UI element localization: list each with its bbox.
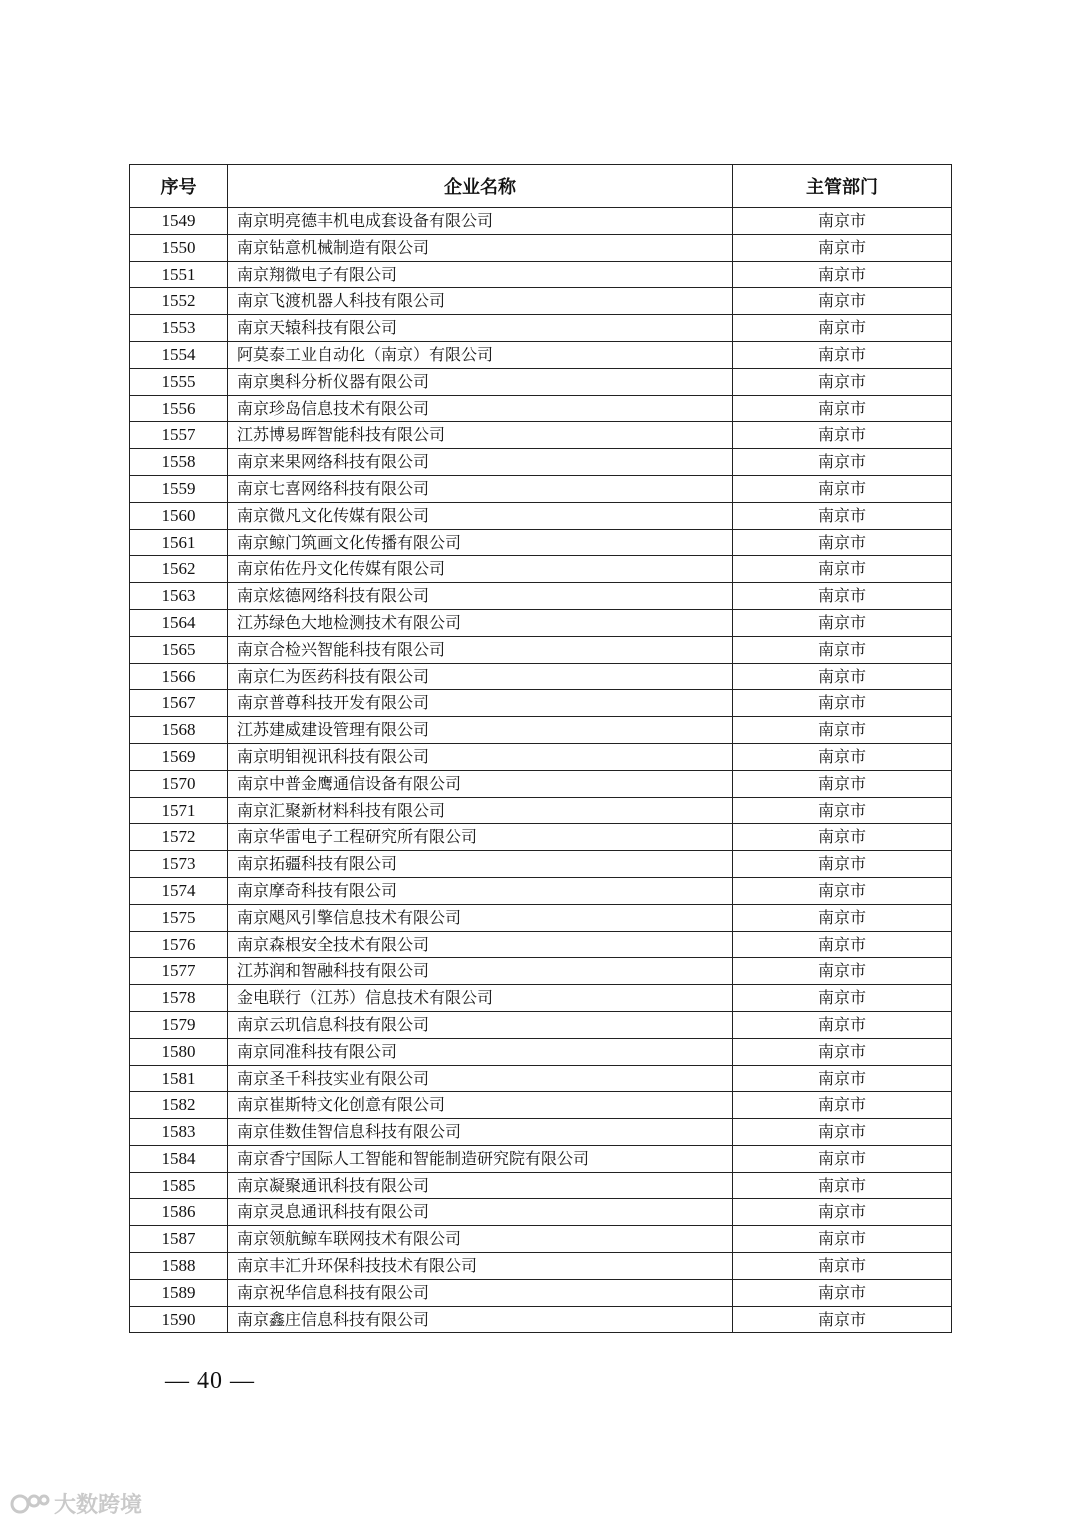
row-company-name: 江苏润和智融科技有限公司 (228, 958, 733, 985)
row-company-name: 南京飞渡机器人科技有限公司 (228, 288, 733, 315)
row-company-name: 南京鑫庄信息科技有限公司 (228, 1306, 733, 1333)
row-department: 南京市 (733, 1145, 952, 1172)
table-row (130, 1253, 952, 1280)
table-row (130, 985, 952, 1012)
row-company-name: 南京华雷电子工程研究所有限公司 (228, 824, 733, 851)
row-index: 1555 (130, 368, 228, 395)
row-company-name: 南京佳数佳智信息科技有限公司 (228, 1119, 733, 1146)
row-index: 1576 (130, 931, 228, 958)
row-company-name: 南京云玑信息科技有限公司 (228, 1011, 733, 1038)
table-row (130, 1279, 952, 1306)
row-index: 1557 (130, 422, 228, 449)
row-index: 1585 (130, 1172, 228, 1199)
row-department: 南京市 (733, 636, 952, 663)
row-index: 1587 (130, 1226, 228, 1253)
row-company-name: 南京拓疆科技有限公司 (228, 851, 733, 878)
table-row (130, 663, 952, 690)
row-index: 1565 (130, 636, 228, 663)
row-department: 南京市 (733, 797, 952, 824)
row-company-name: 南京森根安全技术有限公司 (228, 931, 733, 958)
row-department: 南京市 (733, 851, 952, 878)
table-row (130, 1038, 952, 1065)
table-row (130, 422, 952, 449)
table-row (130, 1172, 952, 1199)
row-company-name: 南京汇聚新材料科技有限公司 (228, 797, 733, 824)
row-company-name: 南京佑佐丹文化传媒有限公司 (228, 556, 733, 583)
row-index: 1567 (130, 690, 228, 717)
row-company-name: 江苏建威建设管理有限公司 (228, 717, 733, 744)
row-department: 南京市 (733, 690, 952, 717)
table-row (130, 636, 952, 663)
table-row (130, 234, 952, 261)
row-company-name: 南京摩奇科技有限公司 (228, 877, 733, 904)
row-department: 南京市 (733, 341, 952, 368)
row-company-name: 南京香宁国际人工智能和智能制造研究院有限公司 (228, 1145, 733, 1172)
table-row (130, 1092, 952, 1119)
row-department: 南京市 (733, 1011, 952, 1038)
row-index: 1581 (130, 1065, 228, 1092)
row-index: 1571 (130, 797, 228, 824)
row-index: 1559 (130, 475, 228, 502)
row-index: 1560 (130, 502, 228, 529)
table-row (130, 395, 952, 422)
row-company-name: 南京中普金鹰通信设备有限公司 (228, 770, 733, 797)
row-index: 1551 (130, 261, 228, 288)
row-company-name: 南京七喜网络科技有限公司 (228, 475, 733, 502)
row-index: 1590 (130, 1306, 228, 1333)
row-department: 南京市 (733, 395, 952, 422)
row-company-name: 江苏博易晖智能科技有限公司 (228, 422, 733, 449)
row-company-name: 南京灵息通讯科技有限公司 (228, 1199, 733, 1226)
row-department: 南京市 (733, 1253, 952, 1280)
table-header-row (130, 165, 952, 208)
row-company-name: 南京明亮德丰机电成套设备有限公司 (228, 208, 733, 235)
row-department: 南京市 (733, 368, 952, 395)
row-department: 南京市 (733, 583, 952, 610)
row-department: 南京市 (733, 1119, 952, 1146)
row-index: 1553 (130, 315, 228, 342)
row-department: 南京市 (733, 261, 952, 288)
row-company-name: 南京仁为医药科技有限公司 (228, 663, 733, 690)
row-company-name: 南京鲸门筑画文化传播有限公司 (228, 529, 733, 556)
table-row (130, 770, 952, 797)
row-company-name: 金电联行（江苏）信息技术有限公司 (228, 985, 733, 1012)
row-index: 1584 (130, 1145, 228, 1172)
row-department: 南京市 (733, 1065, 952, 1092)
table-row (130, 1226, 952, 1253)
row-index: 1556 (130, 395, 228, 422)
row-index: 1562 (130, 556, 228, 583)
row-department: 南京市 (733, 315, 952, 342)
table-row (130, 609, 952, 636)
table-row (130, 1065, 952, 1092)
row-index: 1566 (130, 663, 228, 690)
header-index: 序号 (130, 165, 228, 208)
table-row (130, 315, 952, 342)
row-department: 南京市 (733, 904, 952, 931)
row-company-name: 南京普尊科技开发有限公司 (228, 690, 733, 717)
row-company-name: 南京圣千科技实业有限公司 (228, 1065, 733, 1092)
row-index: 1586 (130, 1199, 228, 1226)
row-company-name: 南京明钼视讯科技有限公司 (228, 743, 733, 770)
row-index: 1573 (130, 851, 228, 878)
row-department: 南京市 (733, 208, 952, 235)
row-company-name: 南京翔微电子有限公司 (228, 261, 733, 288)
row-department: 南京市 (733, 288, 952, 315)
company-list-table (129, 164, 952, 1333)
watermark-text: 大数跨境 (54, 1493, 143, 1518)
header-company-name: 企业名称 (228, 165, 733, 208)
row-index: 1583 (130, 1119, 228, 1146)
table-row (130, 931, 952, 958)
row-company-name: 南京崔斯特文化创意有限公司 (228, 1092, 733, 1119)
table-row (130, 261, 952, 288)
row-index: 1588 (130, 1253, 228, 1280)
row-company-name: 南京祝华信息科技有限公司 (228, 1279, 733, 1306)
table-row (130, 1199, 952, 1226)
table-row (130, 824, 952, 851)
row-index: 1549 (130, 208, 228, 235)
row-department: 南京市 (733, 475, 952, 502)
row-department: 南京市 (733, 931, 952, 958)
row-department: 南京市 (733, 234, 952, 261)
row-department: 南京市 (733, 609, 952, 636)
table-row (130, 958, 952, 985)
row-department: 南京市 (733, 770, 952, 797)
row-company-name: 南京飓风引擎信息技术有限公司 (228, 904, 733, 931)
row-index: 1568 (130, 717, 228, 744)
row-department: 南京市 (733, 449, 952, 476)
row-department: 南京市 (733, 743, 952, 770)
header-department: 主管部门 (733, 165, 952, 208)
row-company-name: 江苏绿色大地检测技术有限公司 (228, 609, 733, 636)
row-index: 1554 (130, 341, 228, 368)
row-company-name: 南京奥科分析仪器有限公司 (228, 368, 733, 395)
table-row (130, 690, 952, 717)
row-index: 1578 (130, 985, 228, 1012)
row-index: 1589 (130, 1279, 228, 1306)
watermark (10, 1488, 142, 1519)
table-row (130, 583, 952, 610)
row-department: 南京市 (733, 1279, 952, 1306)
row-company-name: 南京微凡文化传媒有限公司 (228, 502, 733, 529)
row-department: 南京市 (733, 985, 952, 1012)
row-index: 1570 (130, 770, 228, 797)
table-row (130, 1145, 952, 1172)
row-department: 南京市 (733, 1092, 952, 1119)
table-row (130, 797, 952, 824)
table-row (130, 449, 952, 476)
row-company-name: 南京珍岛信息技术有限公司 (228, 395, 733, 422)
table-row (130, 475, 952, 502)
row-department: 南京市 (733, 422, 952, 449)
table-row (130, 1119, 952, 1146)
table-row (130, 1306, 952, 1333)
row-company-name: 南京丰汇升环保科技技术有限公司 (228, 1253, 733, 1280)
row-index: 1558 (130, 449, 228, 476)
table-row (130, 743, 952, 770)
table-row (130, 851, 952, 878)
table-row (130, 529, 952, 556)
row-index: 1580 (130, 1038, 228, 1065)
table-row (130, 556, 952, 583)
row-department: 南京市 (733, 502, 952, 529)
row-department: 南京市 (733, 1226, 952, 1253)
table-row (130, 368, 952, 395)
table-row (130, 208, 952, 235)
row-company-name: 南京钻意机械制造有限公司 (228, 234, 733, 261)
page-number: — 40 — (165, 1368, 255, 1394)
row-index: 1569 (130, 743, 228, 770)
row-index: 1550 (130, 234, 228, 261)
row-index: 1575 (130, 904, 228, 931)
row-department: 南京市 (733, 717, 952, 744)
row-department: 南京市 (733, 1038, 952, 1065)
row-department: 南京市 (733, 663, 952, 690)
table-row (130, 502, 952, 529)
table-row (130, 877, 952, 904)
row-company-name: 南京同准科技有限公司 (228, 1038, 733, 1065)
row-company-name: 南京炫德网络科技有限公司 (228, 583, 733, 610)
row-department: 南京市 (733, 1172, 952, 1199)
row-index: 1552 (130, 288, 228, 315)
row-department: 南京市 (733, 1306, 952, 1333)
row-index: 1564 (130, 609, 228, 636)
row-index: 1579 (130, 1011, 228, 1038)
row-index: 1582 (130, 1092, 228, 1119)
row-index: 1572 (130, 824, 228, 851)
table-row (130, 288, 952, 315)
table-row (130, 717, 952, 744)
row-company-name: 南京来果网络科技有限公司 (228, 449, 733, 476)
row-department: 南京市 (733, 529, 952, 556)
table-row (130, 1011, 952, 1038)
logo-icon (10, 1491, 50, 1517)
row-company-name: 南京领航鲸车联网技术有限公司 (228, 1226, 733, 1253)
row-department: 南京市 (733, 958, 952, 985)
table-row (130, 341, 952, 368)
table-row (130, 904, 952, 931)
row-company-name: 南京凝聚通讯科技有限公司 (228, 1172, 733, 1199)
row-department: 南京市 (733, 877, 952, 904)
table-body (130, 208, 952, 1333)
row-company-name: 南京天辕科技有限公司 (228, 315, 733, 342)
row-index: 1563 (130, 583, 228, 610)
row-index: 1577 (130, 958, 228, 985)
row-company-name: 南京合检兴智能科技有限公司 (228, 636, 733, 663)
row-company-name: 阿莫泰工业自动化（南京）有限公司 (228, 341, 733, 368)
row-index: 1574 (130, 877, 228, 904)
row-index: 1561 (130, 529, 228, 556)
row-department: 南京市 (733, 556, 952, 583)
row-department: 南京市 (733, 1199, 952, 1226)
row-department: 南京市 (733, 824, 952, 851)
